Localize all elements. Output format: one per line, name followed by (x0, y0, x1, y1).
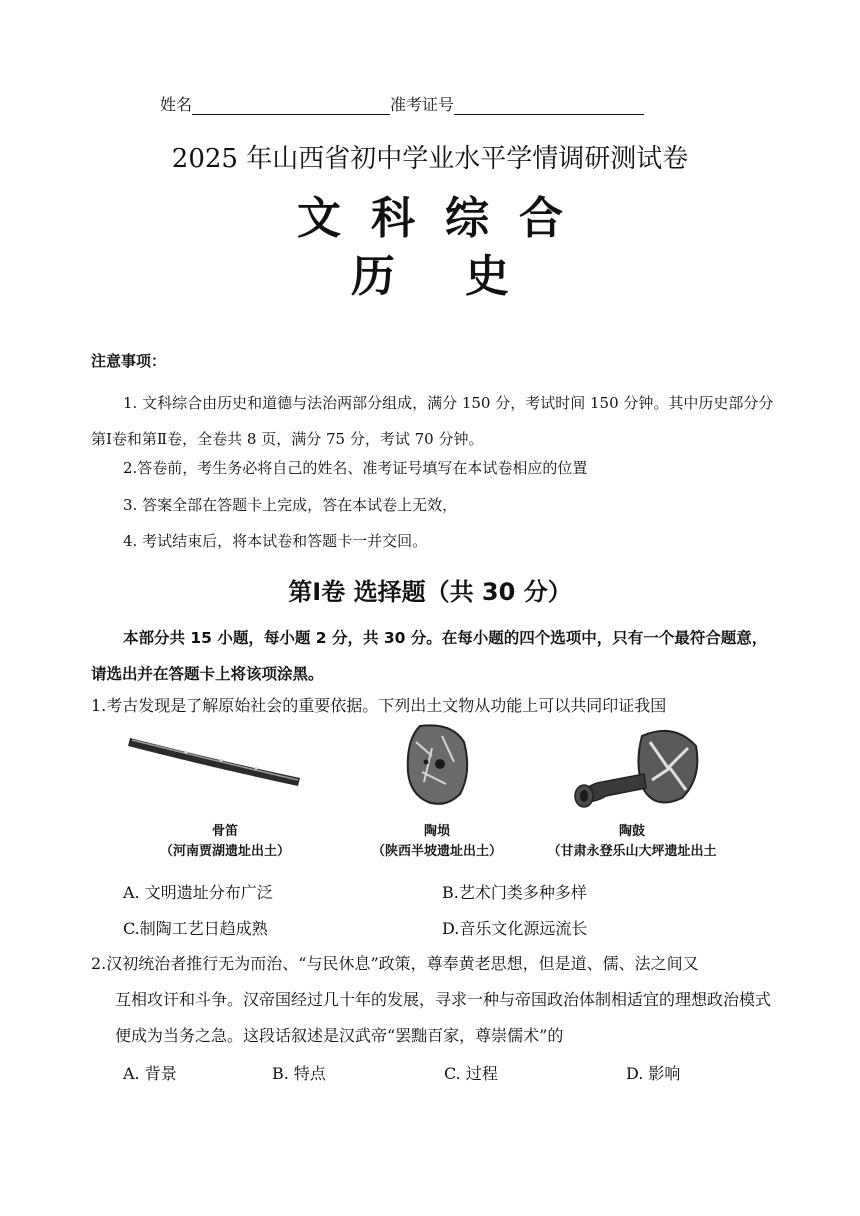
section-description: 本部分共 15 小题，每小题 2 分，共 30 分。在每小题的四个选项中，只有一个最符合题意，请选出并在答题卡上将该项涂黑。 (91, 629, 768, 683)
notice-item-2: 2.答卷前，考生务必将自己的姓名、准考证号填写在本试卷相应的位置 (123, 459, 588, 477)
question-2-stem-rest: 互相攻讦和斗争。汉帝国经过几十年的发展，寻求一种与帝国政治体制相适宜的理想政治模式便成为当务之急。这段话叙述是汉武帝“罢黜百家，尊崇儒术”的 (115, 990, 772, 1045)
notice-item-1: 1. 文科综合由历史和道德与法治两部分组成，满分 150 分，考试时间 150 分钟。其中历史部分分第Ⅰ卷和第Ⅱ卷，全卷共 8 页，满分 75 分，考试 70 分钟。 (91, 394, 774, 448)
figure-caption-3 (532, 822, 732, 862)
figure-name: 陶埙 (423, 824, 450, 839)
question-2-stem-first: 2.汉初统治者推行无为而治、“与民休息”政策，尊奉黄老思想，但是道、儒、法之间又 (91, 954, 699, 973)
notice-item-3: 3. 答案全部在答题卡上完成，答在本试卷上无效， (123, 496, 458, 514)
candidate-info-row (160, 92, 644, 115)
q2-option-a[interactable]: A. 背景 (123, 1064, 177, 1083)
figure-caption-1 (130, 822, 320, 862)
pottery-xun-icon (402, 722, 472, 808)
question-1-stem: 1.考古发现是了解原始社会的重要依据。下列出土文物从功能上可以共同印证我国 (91, 696, 667, 715)
exam-title: 2025 年山西省初中学业水平学情调研测试卷 (171, 144, 689, 174)
q2-option-c[interactable]: C. 过程 (444, 1064, 498, 1083)
pottery-drum-icon (572, 718, 702, 810)
bone-flute-icon (126, 730, 306, 800)
q2-option-d[interactable]: D. 影响 (626, 1064, 681, 1083)
notice-heading: 注意事项： (91, 352, 167, 370)
figure-name: 陶鼓 (618, 824, 645, 839)
notice-item-4: 4. 考试结束后，将本试卷和答题卡一并交回。 (123, 532, 428, 550)
figure-caption-2 (342, 822, 532, 862)
subject-title: 文科综合 (297, 193, 593, 244)
figure-name: 骨笛 (211, 824, 238, 839)
question-2-stem (91, 946, 786, 1054)
exam-id-label: 准考证号 (390, 95, 455, 114)
q2-option-b[interactable]: B. 特点 (272, 1064, 326, 1083)
q1-option-a[interactable]: A. 文明遗址分布广泛 (123, 883, 273, 902)
exam-id-blank (454, 96, 644, 115)
q1-option-d[interactable]: D.音乐文化源远流长 (442, 919, 588, 938)
section-title: 第Ⅰ卷 选择题（共 30 分） (288, 578, 572, 606)
sub-subject-title: 历史 (351, 251, 579, 302)
q1-option-c[interactable]: C.制陶工艺日趋成熟 (123, 919, 268, 938)
q1-option-b[interactable]: B.艺术门类多种多样 (442, 883, 587, 902)
name-label: 姓名 (160, 95, 193, 114)
figure-source: （河南贾湖遗址出土） (159, 844, 290, 859)
figure-source: （甘肃永登乐山大坪遗址出土 (547, 844, 717, 859)
figure-source: （陕西半坡遗址出土） (371, 844, 502, 859)
name-blank (192, 96, 390, 115)
